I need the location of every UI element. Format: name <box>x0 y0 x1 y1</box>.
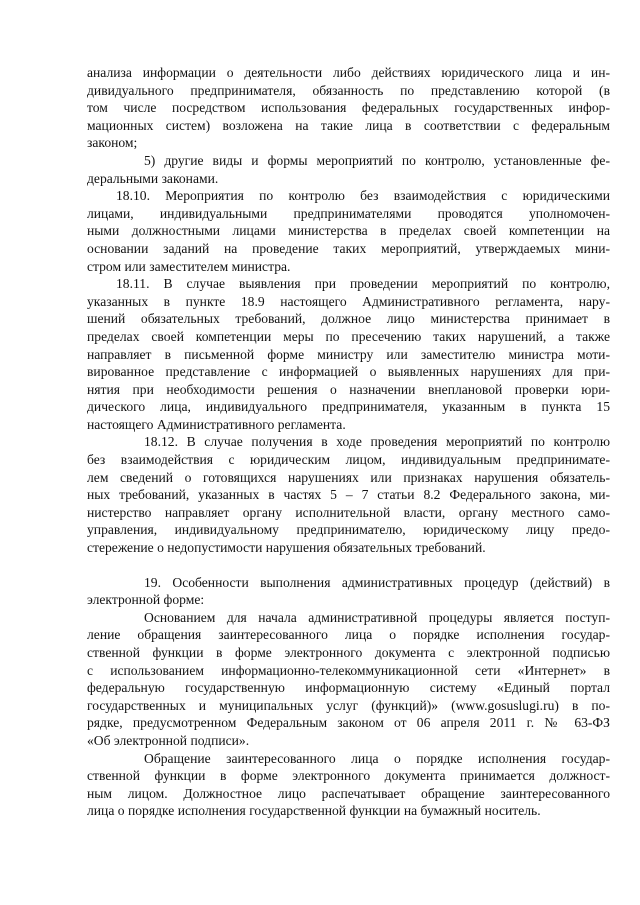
text-line: 5) другие виды и формы мероприятий по контролю, установленные фе- <box>144 152 610 168</box>
paragraph <box>87 275 610 433</box>
text-line: стром или заместителем министра. <box>87 258 291 274</box>
text-line: стережение о недопустимости нарушения обязательных требований. <box>87 540 486 556</box>
text-line: государственных и муниципальных услуг (функций)» (www.gosuslugi.ru) в по- <box>87 697 610 713</box>
text-line: Основанием для начала административной процедуры является поступ- <box>144 609 610 625</box>
text-line: законом; <box>87 135 138 151</box>
text-line: лица о порядке исполнения государственной функции на бумажный носитель. <box>87 803 541 819</box>
text-line: пределах своей компетенции меры по пресечению таких нарушений, а также <box>87 328 610 344</box>
text-line: ным лицом. Должностное лицо распечатывает обращение заинтересованного <box>87 785 610 801</box>
text-line: вированное представление с информацией о выявленных нарушениях для при- <box>87 364 610 380</box>
paragraph <box>87 64 610 152</box>
text-line: 18.12. В случае получения в ходе проведения мероприятий по контролю <box>144 434 610 450</box>
text-line: мационных систем) возложена на такие лица в соответствии с федеральным <box>87 117 610 133</box>
text-line: 19. Особенности выполнения административных процедур (действий) в <box>144 574 610 590</box>
text-line: шений обязательных требований, должное лицо министерства принимает в <box>87 311 610 327</box>
text-line: дивидуального предпринимателя, обязанность по представлению которой (в <box>87 82 610 98</box>
text-line: деральными законами. <box>87 170 219 186</box>
text-line: без взаимодействия с юридическим лицом, индивидуальным предпринимате- <box>87 452 610 468</box>
text-line: ственной функции в форме электронного документа с электронной подписью <box>87 645 610 660</box>
text-line: направляет в письменной форме министру или заместителю министра моти- <box>87 346 610 362</box>
text-line: 18.11. В случае выявления при проведении мероприятий по контролю, <box>116 276 610 292</box>
paragraph <box>87 609 610 750</box>
text-line: Обращение заинтересованного лица о порядке исполнения государ- <box>144 750 610 766</box>
text-line: электронной форме: <box>87 592 205 608</box>
text-line: анализа информации о деятельности либо действиях юридического лица и ин- <box>87 65 610 80</box>
paragraph <box>87 433 610 556</box>
text-line: ных требований, указанных в частях 5 – 7 статьи 8.2 Федерального закона, ми- <box>87 487 610 503</box>
text-line: лицами, индивидуальными предпринимателями проводятся уполномочен- <box>87 205 610 221</box>
paragraph <box>87 574 610 609</box>
paragraph-gap <box>87 557 610 574</box>
text-line: лем сведений о готовящихся нарушениях или признаках нарушения обязатель- <box>87 469 610 485</box>
text-line: нятия при необходимости решения о назначении внеплановой проверки юри- <box>87 381 610 397</box>
paragraph <box>87 750 610 820</box>
text-line: 18.10. Мероприятия по контролю без взаимодействия с юридическими <box>116 188 610 204</box>
text-line: «Об электронной подписи». <box>87 732 250 748</box>
text-line: дического лица, индивидуального предпринимателя, указанным в пункта 15 <box>87 399 610 415</box>
text-line: том числе посредством использования федеральных государственных инфор- <box>87 100 610 116</box>
text-line: настоящего Административного регламента. <box>87 416 346 432</box>
text-line: рядке, предусмотренном Федеральным законом от 06 апреля 2011 г. № 63-ФЗ <box>87 715 610 731</box>
paragraph <box>87 187 610 275</box>
text-line: основании заданий на проведение таких мероприятий, утверждаемых мини- <box>87 240 610 256</box>
text-line: ление обращения заинтересованного лица о порядке исполнения государ- <box>87 627 610 643</box>
text-line: ными должностными лицами министерства в пределах своей компетенции на <box>87 223 610 239</box>
text-line: указанных в пункте 18.9 настоящего Административного регламента, нару- <box>87 293 610 309</box>
text-line: федеральную государственную информационную систему «Единый портал <box>87 680 610 696</box>
text-line: с использованием информационно-телекоммуникационной сети «Интернет» в <box>87 662 610 678</box>
text-line: нистерство направляет органу исполнительной власти, органу местного само- <box>87 504 610 520</box>
text-line: управления, индивидуальному предпринимателю, юридическому лицу предо- <box>87 522 610 538</box>
paragraph <box>87 152 610 187</box>
text-line: ственной функции в форме электронного документа принимается должност- <box>87 768 610 784</box>
